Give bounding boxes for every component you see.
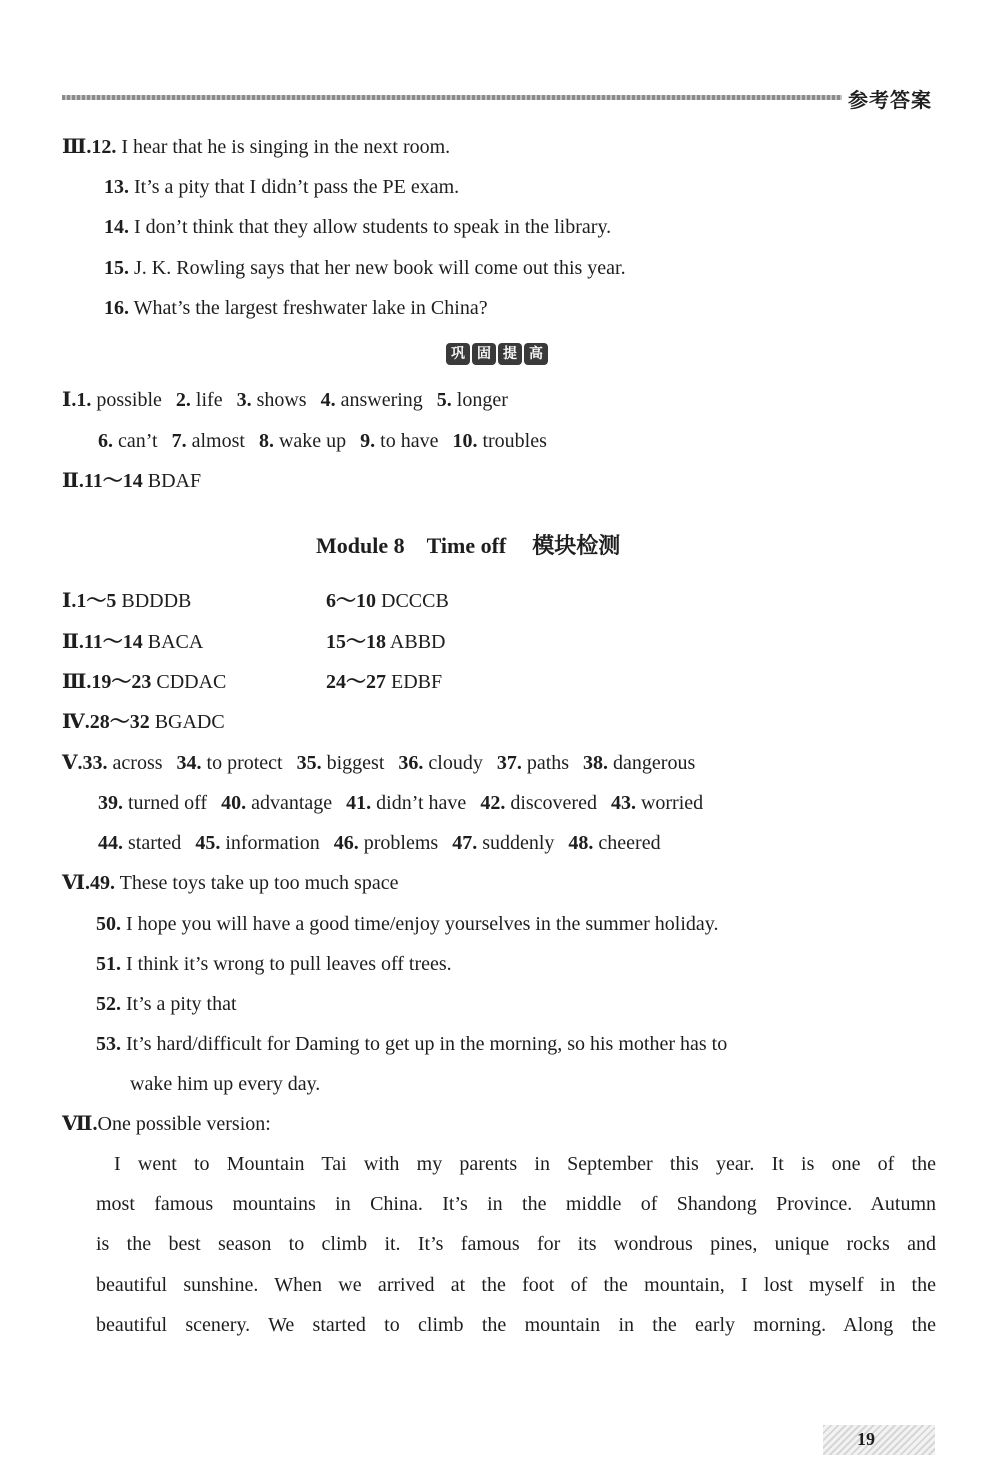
test-row-2: Ⅱ.11～14 BACA [62, 631, 204, 653]
badge-char: 巩 [446, 343, 470, 365]
test-v-row-1: Ⅴ.33. across 34. to protect 35. biggest 36. cloudy 37. paths 38. dangerous [62, 752, 696, 774]
answer-item: 10. troubles [452, 430, 547, 452]
answer-item: 2. life [175, 389, 223, 411]
module-title [316, 529, 620, 560]
test-row-3: Ⅲ.19～23 CDDAC [62, 671, 227, 693]
test-row-4: Ⅳ.28～32 BGADC [62, 711, 225, 733]
consolidate-row-3 [62, 469, 201, 493]
badge-char: 固 [472, 343, 496, 365]
answer-text: I hear that he is singing in the next room. [121, 136, 451, 158]
essay-line: is the best season to climb it. It’s famous for its wondrous pines, unique rocks and [96, 1233, 936, 1256]
essay-line: most famous mountains in China. It’s in the middle of Shandong Province. Autumn [96, 1193, 936, 1216]
test-v-row-3: 44. started 45. information 46. problems 47. suddenly 48. cheered [98, 832, 661, 854]
item-number: 14. [104, 216, 129, 238]
answer-item: 6. can’t [98, 430, 158, 452]
answer-line-15 [104, 256, 626, 280]
consolidate-row-1 [62, 388, 522, 412]
item-number: 12. [91, 136, 117, 158]
header-title: 参考答案 [848, 88, 932, 112]
test-vi-53: 53. It’s hard/difficult for Daming to get up in the morning, so his mother has to [96, 1033, 728, 1055]
test-vii-label: Ⅶ.One possible version: [62, 1113, 271, 1135]
essay-line: beautiful scenery. We started to climb the mountain in the early morning. Along the [96, 1313, 936, 1336]
test-vi-51: 51. I think it’s wrong to pull leaves off trees. [96, 953, 452, 975]
answer-item: 4. answering [320, 389, 423, 411]
answer-line-12 [62, 135, 450, 159]
test-row-1: Ⅰ.1～5 BDDDB [62, 590, 192, 612]
roman-numeral: Ⅲ. [62, 136, 92, 158]
test-vi-52: 52. It’s a pity that [96, 993, 237, 1015]
answer-item: 1. possible [76, 389, 162, 411]
answer-item: 7. almost [171, 430, 245, 452]
essay-line: beautiful sunshine. When we arrived at the foot of the mountain, I lost myself in the [96, 1273, 936, 1296]
answer-line-14 [104, 215, 611, 239]
page-number-text: 19 [857, 1429, 875, 1449]
badge-char: 提 [498, 343, 522, 365]
module-cn-title: 模块检测 [532, 534, 621, 559]
item-number: 16. [104, 297, 129, 319]
test-vi-53-cont: wake him up every day. [130, 1073, 321, 1095]
answer-item: 8. wake up [258, 430, 347, 452]
test-v-row-2: 39. turned off 40. advantage 41. didn’t have 42. discovered 43. worried [98, 792, 704, 814]
answer-item: 9. to have [360, 430, 439, 452]
answer-line-13 [104, 175, 459, 199]
roman-numeral: Ⅱ. [62, 470, 84, 492]
answer-line-16 [104, 296, 488, 320]
test-vi-50: 50. I hope you will have a good time/enjoy yourselves in the summer holiday. [96, 913, 719, 935]
consolidate-badge [446, 343, 548, 365]
badge-char: 高 [524, 343, 548, 365]
consolidate-row-2 [98, 429, 561, 453]
test-row-2-col2: 15～18 ABBD [326, 631, 446, 653]
test-row-1-col2: 6～10 DCCCB [326, 590, 449, 612]
essay-line: I went to Mountain Tai with my parents in September this year. It is one of the [114, 1153, 936, 1175]
answer-text: BDAF [147, 470, 202, 492]
module-topic: Time off [426, 533, 507, 558]
roman-numeral: Ⅰ. [62, 389, 77, 411]
header-rule [62, 95, 842, 100]
answer-text: I don’t think that they allow students to speak in the library. [134, 216, 612, 238]
item-number: 13. [104, 176, 129, 198]
item-number: 15. [104, 257, 129, 279]
answer-text: What’s the largest freshwater lake in China? [133, 297, 488, 319]
answer-item: 3. shows [236, 389, 307, 411]
answer-range: 11～14 [83, 470, 143, 492]
answer-text: It’s a pity that I didn’t pass the PE exam. [134, 176, 460, 198]
test-vi-49: Ⅵ.49. These toys take up too much space [62, 872, 399, 894]
test-row-3-col2: 24～27 EDBF [326, 671, 443, 693]
answer-text: J. K. Rowling says that her new book will come out this year. [134, 257, 626, 279]
page-number [823, 1425, 935, 1455]
answer-item: 5. longer [436, 389, 508, 411]
module-name: Module 8 [316, 533, 405, 558]
essay [96, 1144, 936, 1345]
